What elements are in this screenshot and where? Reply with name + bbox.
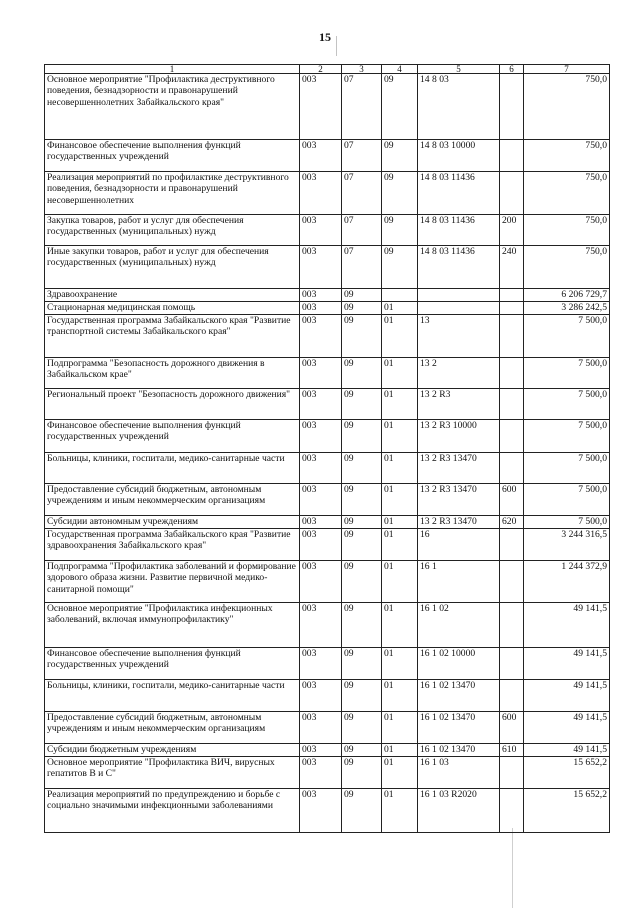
row-name-cell: Иные закупки товаров, работ и услуг для обеспечения государственных (муниципальных) нужд — [45, 246, 300, 289]
row-gr-cell: 003 — [300, 680, 342, 712]
header-cell: 1 — [45, 65, 300, 74]
row-sum-cell: 3 286 242,5 — [524, 302, 610, 315]
row-pr-cell: 01 — [382, 453, 418, 484]
table-row — [45, 712, 610, 744]
row-csr-cell: 16 1 02 13470 — [418, 712, 500, 744]
row-gr-cell: 003 — [300, 648, 342, 680]
row-sum-cell: 7 500,0 — [524, 358, 610, 389]
row-name-cell: Больницы, клиники, госпитали, медико-санитарные части — [45, 453, 300, 484]
row-sum-cell: 7 500,0 — [524, 389, 610, 420]
row-rz-cell: 09 — [342, 529, 382, 561]
row-rz-cell: 09 — [342, 484, 382, 516]
table-row — [45, 648, 610, 680]
row-rz-cell: 09 — [342, 358, 382, 389]
row-gr-cell: 003 — [300, 302, 342, 315]
row-name-cell: Финансовое обеспечение выполнения функций государственных учреждений — [45, 420, 300, 453]
row-sum-cell: 7 500,0 — [524, 420, 610, 453]
row-csr-cell: 16 1 — [418, 561, 500, 603]
row-pr-cell: 09 — [382, 215, 418, 246]
row-pr-cell: 01 — [382, 561, 418, 603]
row-rz-cell: 09 — [342, 420, 382, 453]
row-csr-cell: 14 8 03 11436 — [418, 215, 500, 246]
row-rz-cell: 09 — [342, 315, 382, 358]
row-name-cell: Предоставление субсидий бюджетным, автономным учреждениям и иным некоммерческим организациям — [45, 712, 300, 744]
row-name-cell: Закупка товаров, работ и услуг для обеспечения государственных (муниципальных) нужд — [45, 215, 300, 246]
row-name-cell: Здравоохранение — [45, 289, 300, 302]
row-gr-cell: 003 — [300, 246, 342, 289]
row-rz-cell: 07 — [342, 140, 382, 172]
header-cell: 2 — [300, 65, 342, 74]
row-sum-cell: 750,0 — [524, 140, 610, 172]
row-sum-cell: 49 141,5 — [524, 712, 610, 744]
row-vr-cell — [500, 561, 524, 603]
row-csr-cell: 16 1 02 — [418, 603, 500, 648]
row-name-cell: Основное мероприятие "Профилактика ВИЧ, вирусных гепатитов В и С" — [45, 757, 300, 789]
row-name-cell: Основное мероприятие "Профилактика инфекционных заболеваний, включая иммунопрофилактику" — [45, 603, 300, 648]
row-name-cell: Государственная программа Забайкальского края "Развитие здравоохранения Забайкальского края" — [45, 529, 300, 561]
row-csr-cell: 16 1 02 13470 — [418, 744, 500, 757]
row-rz-cell: 09 — [342, 561, 382, 603]
row-sum-cell: 15 652,2 — [524, 757, 610, 789]
header-cell: 5 — [418, 65, 500, 74]
row-rz-cell: 09 — [342, 453, 382, 484]
row-vr-cell — [500, 603, 524, 648]
row-name-cell: Финансовое обеспечение выполнения функций государственных учреждений — [45, 140, 300, 172]
table-row — [45, 172, 610, 215]
row-rz-cell: 09 — [342, 648, 382, 680]
row-sum-cell: 1 244 372,9 — [524, 561, 610, 603]
table-row — [45, 484, 610, 516]
row-gr-cell: 003 — [300, 389, 342, 420]
row-pr-cell: 01 — [382, 744, 418, 757]
row-vr-cell: 240 — [500, 246, 524, 289]
row-pr-cell: 01 — [382, 389, 418, 420]
row-csr-cell: 13 2 R3 13470 — [418, 516, 500, 529]
row-gr-cell: 003 — [300, 757, 342, 789]
row-rz-cell: 09 — [342, 757, 382, 789]
row-pr-cell: 01 — [382, 712, 418, 744]
row-csr-cell: 13 2 — [418, 358, 500, 389]
row-rz-cell: 09 — [342, 680, 382, 712]
row-vr-cell: 620 — [500, 516, 524, 529]
row-sum-cell: 6 206 729,7 — [524, 289, 610, 302]
row-csr-cell — [418, 302, 500, 315]
row-rz-cell: 07 — [342, 172, 382, 215]
table-row — [45, 389, 610, 420]
table-row — [45, 453, 610, 484]
row-gr-cell: 003 — [300, 289, 342, 302]
row-sum-cell: 7 500,0 — [524, 484, 610, 516]
row-pr-cell: 01 — [382, 789, 418, 833]
row-name-cell: Стационарная медицинская помощь — [45, 302, 300, 315]
scan-artifact — [512, 828, 513, 908]
row-vr-cell — [500, 757, 524, 789]
table-row — [45, 680, 610, 712]
row-pr-cell: 01 — [382, 516, 418, 529]
row-vr-cell — [500, 789, 524, 833]
header-row — [45, 65, 610, 74]
row-pr-cell — [382, 289, 418, 302]
table-row — [45, 302, 610, 315]
table-body — [45, 74, 610, 833]
row-name-cell: Субсидии бюджетным учреждениям — [45, 744, 300, 757]
row-rz-cell: 09 — [342, 289, 382, 302]
row-csr-cell: 16 1 03 R2020 — [418, 789, 500, 833]
row-pr-cell: 01 — [382, 315, 418, 358]
row-sum-cell: 49 141,5 — [524, 648, 610, 680]
row-rz-cell: 09 — [342, 516, 382, 529]
row-pr-cell: 09 — [382, 140, 418, 172]
row-csr-cell: 16 — [418, 529, 500, 561]
row-vr-cell — [500, 172, 524, 215]
row-vr-cell — [500, 289, 524, 302]
row-csr-cell: 14 8 03 — [418, 74, 500, 140]
row-gr-cell: 003 — [300, 484, 342, 516]
row-pr-cell: 01 — [382, 420, 418, 453]
row-pr-cell: 01 — [382, 603, 418, 648]
row-gr-cell: 003 — [300, 453, 342, 484]
row-rz-cell: 09 — [342, 302, 382, 315]
table-row — [45, 529, 610, 561]
row-name-cell: Финансовое обеспечение выполнения функций государственных учреждений — [45, 648, 300, 680]
row-vr-cell — [500, 140, 524, 172]
row-sum-cell: 49 141,5 — [524, 680, 610, 712]
table-row — [45, 789, 610, 833]
row-pr-cell: 01 — [382, 529, 418, 561]
row-vr-cell — [500, 315, 524, 358]
row-csr-cell: 14 8 03 11436 — [418, 172, 500, 215]
row-gr-cell: 003 — [300, 420, 342, 453]
row-name-cell: Подпрограмма "Профилактика заболеваний и формирование здорового образа жизни. Развитие первичной медико-санитарной помощи" — [45, 561, 300, 603]
row-rz-cell: 09 — [342, 744, 382, 757]
table-row — [45, 744, 610, 757]
row-sum-cell: 750,0 — [524, 172, 610, 215]
row-vr-cell: 600 — [500, 712, 524, 744]
row-pr-cell: 09 — [382, 74, 418, 140]
row-sum-cell: 3 244 316,5 — [524, 529, 610, 561]
row-name-cell: Подпрограмма "Безопасность дорожного движения в Забайкальском крае" — [45, 358, 300, 389]
table-row — [45, 420, 610, 453]
header-cell: 7 — [524, 65, 610, 74]
row-rz-cell: 07 — [342, 74, 382, 140]
row-sum-cell: 750,0 — [524, 246, 610, 289]
row-name-cell: Предоставление субсидий бюджетным, автономным учреждениям и иным некоммерческим организациям — [45, 484, 300, 516]
row-vr-cell — [500, 648, 524, 680]
row-sum-cell: 7 500,0 — [524, 516, 610, 529]
page-number: 15 — [319, 30, 331, 44]
row-rz-cell: 07 — [342, 215, 382, 246]
table-row — [45, 289, 610, 302]
table-row — [45, 74, 610, 140]
row-name-cell: Субсидии автономным учреждениям — [45, 516, 300, 529]
row-pr-cell: 09 — [382, 172, 418, 215]
row-gr-cell: 003 — [300, 603, 342, 648]
table-row — [45, 246, 610, 289]
row-csr-cell: 16 1 02 13470 — [418, 680, 500, 712]
row-rz-cell: 09 — [342, 789, 382, 833]
row-gr-cell: 003 — [300, 140, 342, 172]
row-sum-cell: 49 141,5 — [524, 603, 610, 648]
row-gr-cell: 003 — [300, 529, 342, 561]
row-pr-cell: 01 — [382, 358, 418, 389]
row-sum-cell: 750,0 — [524, 74, 610, 140]
row-csr-cell: 13 2 R3 13470 — [418, 453, 500, 484]
table-row — [45, 315, 610, 358]
table-row — [45, 215, 610, 246]
row-pr-cell: 01 — [382, 484, 418, 516]
row-vr-cell — [500, 74, 524, 140]
row-csr-cell: 14 8 03 11436 — [418, 246, 500, 289]
table-row — [45, 757, 610, 789]
row-pr-cell: 01 — [382, 648, 418, 680]
row-vr-cell: 610 — [500, 744, 524, 757]
table-row — [45, 561, 610, 603]
row-gr-cell: 003 — [300, 172, 342, 215]
row-name-cell: Реализация мероприятий по профилактике деструктивного поведения, безнадзорности и правонарушений несовершеннолетних — [45, 172, 300, 215]
row-pr-cell: 01 — [382, 757, 418, 789]
row-csr-cell: 16 1 02 10000 — [418, 648, 500, 680]
row-vr-cell — [500, 302, 524, 315]
row-gr-cell: 003 — [300, 712, 342, 744]
row-csr-cell: 13 2 R3 10000 — [418, 420, 500, 453]
row-rz-cell: 09 — [342, 603, 382, 648]
row-vr-cell: 200 — [500, 215, 524, 246]
row-csr-cell: 14 8 03 10000 — [418, 140, 500, 172]
row-rz-cell: 09 — [342, 389, 382, 420]
row-sum-cell: 7 500,0 — [524, 453, 610, 484]
row-csr-cell: 13 2 R3 — [418, 389, 500, 420]
row-name-cell: Региональный проект "Безопасность дорожного движения" — [45, 389, 300, 420]
row-sum-cell: 49 141,5 — [524, 744, 610, 757]
row-gr-cell: 003 — [300, 358, 342, 389]
header-cell: 6 — [500, 65, 524, 74]
row-pr-cell: 09 — [382, 246, 418, 289]
row-vr-cell — [500, 453, 524, 484]
row-gr-cell: 003 — [300, 315, 342, 358]
row-sum-cell: 7 500,0 — [524, 315, 610, 358]
row-name-cell: Государственная программа Забайкальского края "Развитие транспортной системы Забайкальского края" — [45, 315, 300, 358]
row-name-cell: Основное мероприятие "Профилактика деструктивного поведения, безнадзорности и правонарушений несовершеннолетних Забайкальского края" — [45, 74, 300, 140]
row-name-cell: Больницы, клиники, госпитали, медико-санитарные части — [45, 680, 300, 712]
row-pr-cell: 01 — [382, 680, 418, 712]
row-vr-cell — [500, 680, 524, 712]
table-row — [45, 603, 610, 648]
row-gr-cell: 003 — [300, 215, 342, 246]
row-csr-cell: 16 1 03 — [418, 757, 500, 789]
table-row — [45, 516, 610, 529]
row-vr-cell — [500, 389, 524, 420]
row-gr-cell: 003 — [300, 74, 342, 140]
row-vr-cell — [500, 529, 524, 561]
row-csr-cell: 13 — [418, 315, 500, 358]
row-csr-cell — [418, 289, 500, 302]
table-row — [45, 358, 610, 389]
row-sum-cell: 750,0 — [524, 215, 610, 246]
table-row — [45, 140, 610, 172]
row-rz-cell: 09 — [342, 712, 382, 744]
scan-artifact — [336, 36, 337, 56]
row-csr-cell: 13 2 R3 13470 — [418, 484, 500, 516]
header-cell: 4 — [382, 65, 418, 74]
row-gr-cell: 003 — [300, 516, 342, 529]
row-vr-cell — [500, 358, 524, 389]
row-gr-cell: 003 — [300, 744, 342, 757]
row-vr-cell: 600 — [500, 484, 524, 516]
budget-table — [44, 64, 610, 833]
row-pr-cell: 01 — [382, 302, 418, 315]
row-gr-cell: 003 — [300, 789, 342, 833]
header-cell: 3 — [342, 65, 382, 74]
row-vr-cell — [500, 420, 524, 453]
row-gr-cell: 003 — [300, 561, 342, 603]
row-rz-cell: 07 — [342, 246, 382, 289]
row-sum-cell: 15 652,2 — [524, 789, 610, 833]
row-name-cell: Реализация мероприятий по предупреждению и борьбе с социально значимыми инфекционными заболеваниями — [45, 789, 300, 833]
